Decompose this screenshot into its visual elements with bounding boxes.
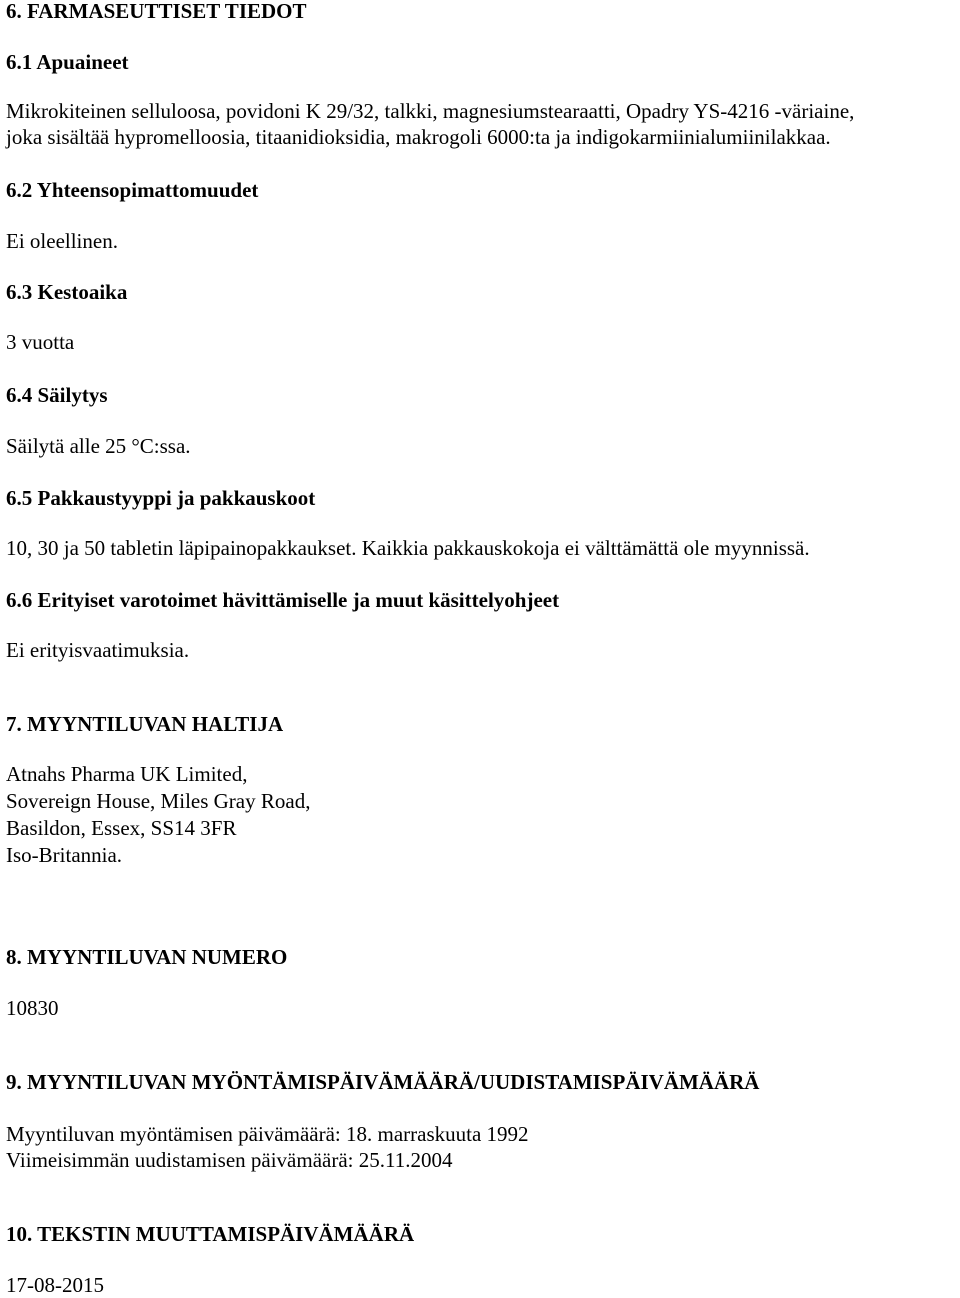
latest-renewal-date: Viimeisimmän uudistamisen päivämäärä: 25.11.2004 [6,1148,453,1172]
holder-address-line-3: Basildon, Essex, SS14 3FR [6,816,237,840]
section-6-4-text: Säilytä alle 25 °C:ssa. [6,434,191,458]
first-authorisation-date: Myyntiluvan myöntämisen päivämäärä: 18. marraskuuta 1992 [6,1122,529,1146]
holder-address-line-2: Sovereign House, Miles Gray Road, [6,789,311,813]
section-6-2-text: Ei oleellinen. [6,229,118,253]
section-6-5-heading: 6.5 Pakkaustyyppi ja pakkauskoot [6,486,316,510]
text-revision-date: 17-08-2015 [6,1273,104,1297]
section-8-heading: 8. MYYNTILUVAN NUMERO [6,945,288,969]
section-6-6-heading: 6.6 Erityiset varotoimet hävittämiselle ja muut käsittelyohjeet [6,588,560,612]
section-6-3-text: 3 vuotta [6,330,75,354]
section-9-heading: 9. MYYNTILUVAN MYÖNTÄMISPÄIVÄMÄÄRÄ/UUDISTAMISPÄIVÄMÄÄRÄ [6,1070,760,1094]
holder-address-line-4: Iso-Britannia. [6,843,123,867]
section-6-heading: 6. FARMASEUTTISET TIEDOT [6,0,307,23]
section-6-1-text-line-2: joka sisältää hypromelloosia, titaanidioksidia, makrogoli 6000:ta ja indigokarmiinialumiinilakkaa. [6,125,831,149]
section-10-heading: 10. TEKSTIN MUUTTAMISPÄIVÄMÄÄRÄ [6,1222,415,1246]
section-6-3-heading: 6.3 Kestoaika [6,280,128,304]
section-6-4-heading: 6.4 Säilytys [6,383,108,407]
section-6-5-text: 10, 30 ja 50 tabletin läpipainopakkaukset. Kaikkia pakkauskokoja ei välttämättä ole myynnissä. [6,536,810,560]
authorisation-number: 10830 [6,996,59,1020]
section-7-heading: 7. MYYNTILUVAN HALTIJA [6,712,284,736]
section-6-1-text-line-1: Mikrokiteinen selluloosa, povidoni K 29/32, talkki, magnesiumstearaatti, Opadry YS-4216 -väriaine, [6,99,855,123]
holder-address-line-1: Atnahs Pharma UK Limited, [6,762,248,786]
section-6-2-heading: 6.2 Yhteensopimattomuudet [6,178,259,202]
section-6-1-heading: 6.1 Apuaineet [6,50,129,74]
section-6-6-text: Ei erityisvaatimuksia. [6,638,190,662]
